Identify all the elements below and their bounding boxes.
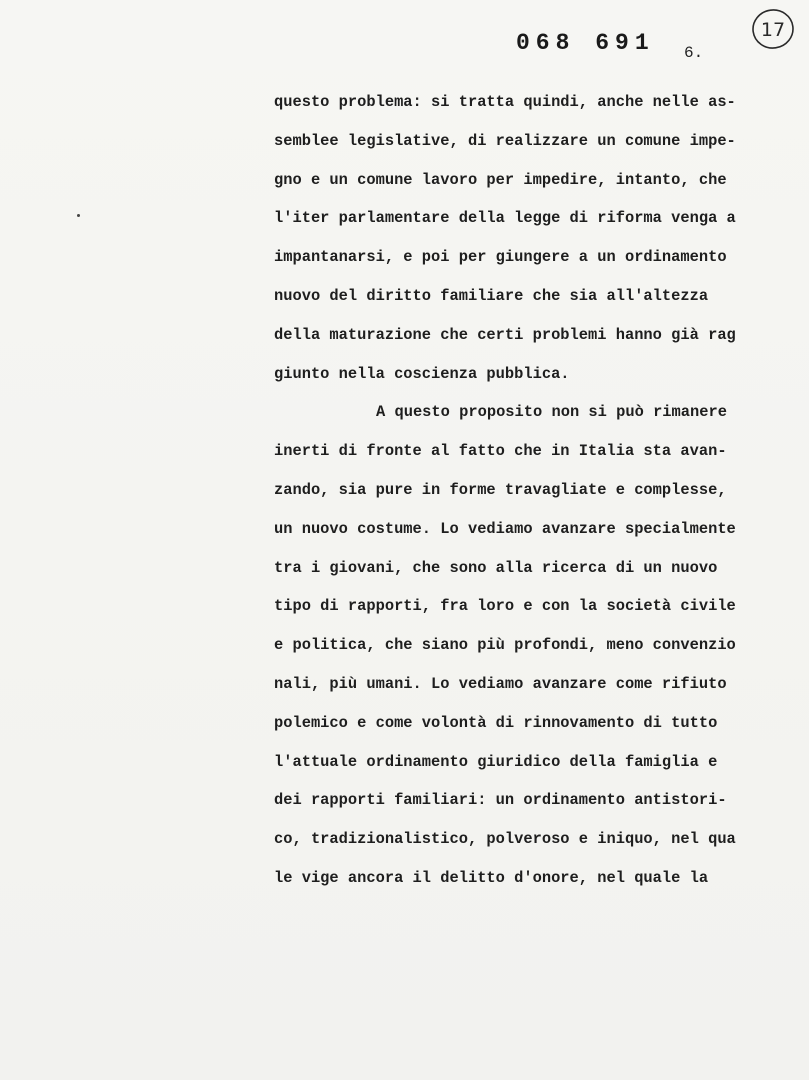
text-line: semblee legislative, di realizzare un comune impe- (274, 131, 736, 150)
circled-number-stamp (750, 6, 796, 52)
text-line: l'attuale ordinamento giuridico della famiglia e (274, 752, 718, 771)
text-line: questo problema: si tratta quindi, anche nelle as- (274, 93, 736, 111)
text-line: polemico e come volontà di rinnovamento di tutto (274, 713, 718, 732)
text-line: nuovo del diritto familiare che sia all'altezza (274, 286, 709, 305)
text-line: nali, più umani. Lo vediamo avanzare come rifiuto (274, 674, 727, 693)
circled-number-text: 17 (760, 19, 786, 41)
text-line: zando, sia pure in forme travagliate e complesse, (274, 480, 727, 499)
text-line: tra i giovani, che sono alla ricerca di un nuovo (274, 558, 718, 577)
text-line: dei rapporti familiari: un ordinamento antistori- (274, 791, 727, 810)
text-line: le vige ancora il delitto d'onore, nel quale la (274, 868, 709, 887)
text-line: della maturazione che certi problemi hanno già rag (274, 325, 736, 344)
page-number: 6. (684, 44, 704, 62)
text-line: impantanarsi, e poi per giungere a un ordinamento (274, 248, 727, 267)
margin-mark (77, 214, 80, 217)
text-line: un nuovo costume. Lo vediamo avanzare specialmente (274, 519, 736, 538)
text-line: A questo proposito non si può rimanere (376, 403, 727, 422)
text-line: tipo di rapporti, fra loro e con la società civile (274, 597, 736, 616)
text-line: giunto nella coscienza pubblica. (274, 364, 570, 383)
text-line: gno e un comune lavoro per impedire, intanto, che (274, 170, 727, 189)
text-line: l'iter parlamentare della legge di riforma venga a (274, 209, 736, 228)
text-line: co, tradizionalistico, polveroso e iniquo, nel qua (274, 830, 736, 849)
text-line: e politica, che siano più profondi, meno convenzio (274, 636, 736, 655)
text-line: inerti di fronte al fatto che in Italia sta avan- (274, 442, 727, 461)
document-number: 068 691 (516, 30, 655, 56)
body-text (274, 88, 774, 903)
